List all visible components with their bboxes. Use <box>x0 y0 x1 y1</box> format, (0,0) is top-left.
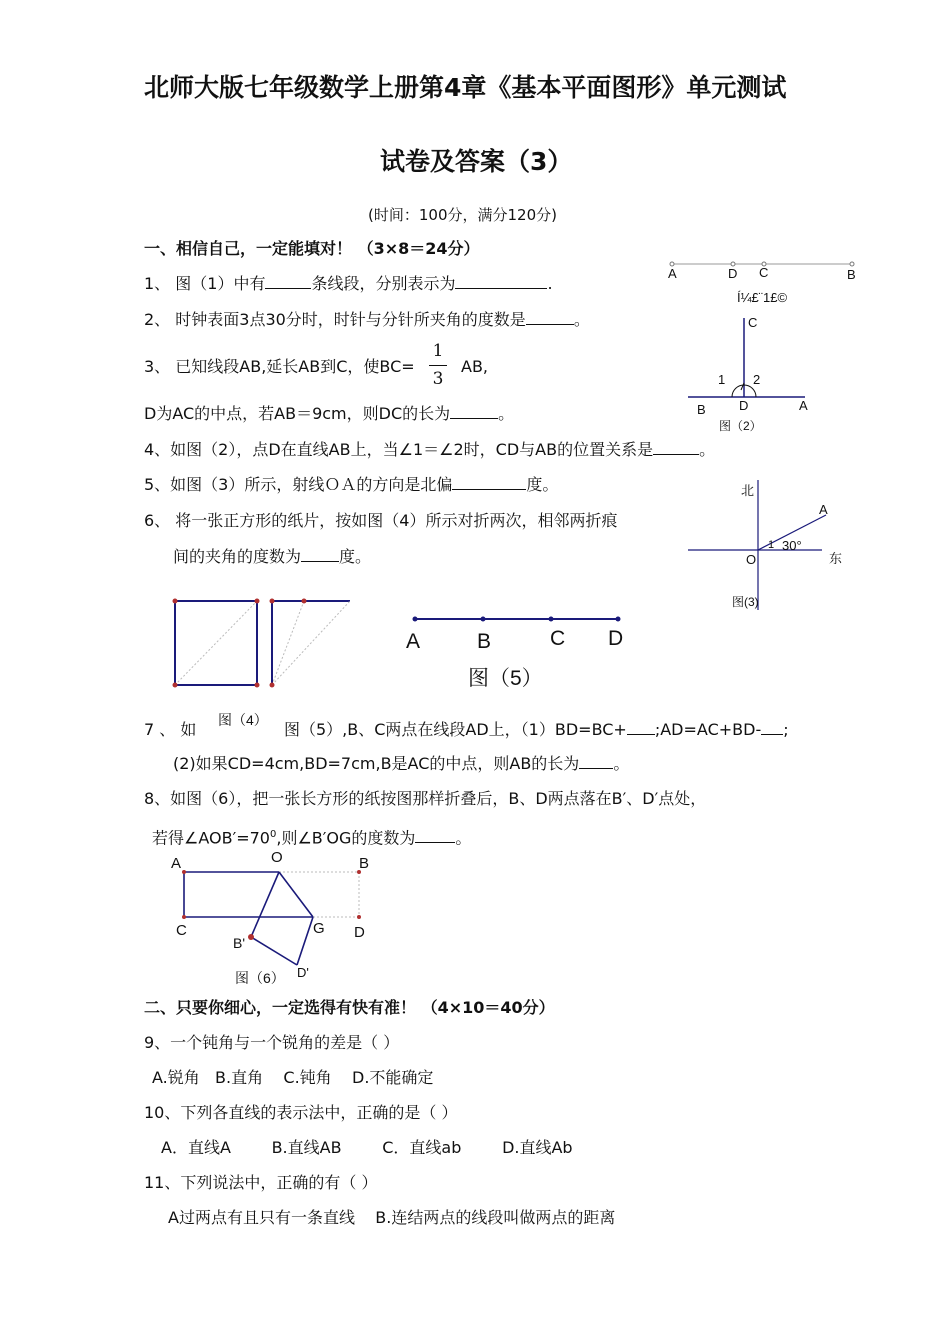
fig4-dot <box>255 683 260 688</box>
question-11-stem: 11、下列说法中，正确的有（ ） <box>144 1173 378 1192</box>
fig1-label-a: A <box>668 266 677 281</box>
fig4-crease <box>272 601 350 685</box>
fig3-angle-mark: 1 <box>768 539 775 551</box>
q7-blank-1[interactable] <box>627 720 655 735</box>
q1-blank-names[interactable] <box>455 274 547 289</box>
fig6-dot <box>182 915 186 919</box>
q3-text-b: AB, <box>461 357 489 376</box>
q5-text-b: 度。 <box>526 475 559 494</box>
fig6-label-d: D <box>354 924 365 941</box>
question-1 <box>144 274 553 294</box>
question-2 <box>144 310 590 330</box>
fig1-label-d: D <box>728 266 738 281</box>
fig3-angle-value: 30° <box>782 538 802 553</box>
fig3-label-o: O <box>746 552 757 567</box>
q7-blank-2[interactable] <box>761 720 783 735</box>
question-10-options: A．直线A B.直线AB C．直线ab D.直线Ab <box>161 1138 573 1157</box>
fig6-label-o: O <box>271 849 283 866</box>
doc-title-line1: 北师大版七年级数学上册第4章《基本平面图形》单元测试 <box>144 73 787 102</box>
q2-text-b: 。 <box>573 310 590 329</box>
q3-fraction-denominator: 3 <box>432 369 444 389</box>
question-10-stem: 10、下列各直线的表示法中，正确的是（ ） <box>144 1103 458 1122</box>
fig4-caption: 图（4） <box>218 712 268 728</box>
section1-heading: 一、相信自己，一定能填对！ （3×8＝24分） <box>144 239 480 258</box>
question-8-line1: 8、如图（6），把一张长方形的纸按图那样折叠后，B、D两点落在B′、D′点处， <box>144 789 707 808</box>
q4-blank[interactable] <box>653 440 699 455</box>
fig2-label-d: D <box>739 398 749 413</box>
question-3-line1 <box>144 357 415 377</box>
fig5-label-a: A <box>406 630 421 653</box>
fig4-dot <box>173 683 178 688</box>
fig5-label-c: C <box>550 627 566 650</box>
q4-text-a: 4、如图（2），点D在直线AB上，当∠1＝∠2时，CD与AB的位置关系是 <box>144 440 654 459</box>
fig6-caption: 图（6） <box>235 970 285 986</box>
fig6-segment-dg <box>297 917 313 965</box>
question-9-options: A.锐角 B.直角 C.钝角 D.不能确定 <box>152 1068 434 1087</box>
fig6-label-d-prime: D' <box>297 965 309 980</box>
fig4-dot <box>270 683 275 688</box>
fig1-caption: Í¼£¨1£© <box>737 290 788 305</box>
question-8-line2 <box>152 825 471 848</box>
fig3-label-east: 东 <box>829 551 843 566</box>
fig5-point-b <box>481 617 486 622</box>
q3-fraction-bar <box>429 365 447 366</box>
q7-text-e: (2)如果CD=4cm,BD=7cm,B是AC的中点，则AB的长为 <box>173 754 580 773</box>
question-3-line2 <box>144 404 514 424</box>
section2-heading: 二、只要你细心，一定选得有快有准！ （4×10＝40分） <box>144 998 555 1017</box>
fig4-diagonal-fold <box>175 601 257 685</box>
fig4-dot <box>302 599 307 604</box>
q7-text-d: ; <box>783 720 789 739</box>
fig3-label-a: A <box>819 502 828 517</box>
figure-6 <box>170 860 380 980</box>
fig1-label-b: B <box>847 267 856 282</box>
fig6-dot <box>357 915 361 919</box>
fig6-label-a: A <box>171 855 182 872</box>
q8-text-b: 若得∠AOB′=70 <box>152 828 270 848</box>
question-7-line2 <box>173 754 629 774</box>
fig5-label-d: D <box>608 627 624 650</box>
question-4 <box>144 440 715 460</box>
fig5-point-d <box>616 617 621 622</box>
q6-text-c: 度。 <box>339 547 372 566</box>
q2-text-a: 2、 时钟表面3点30分时，时针与分针所夹角的度数是 <box>144 310 526 329</box>
q7-text-b: 图（5）,B、C两点在线段AD上，（1）BD=BC+ <box>284 720 627 739</box>
fig2-label-angle1: 1 <box>718 372 726 387</box>
fig6-segment-bd <box>251 937 297 965</box>
fig2-label-a: A <box>799 398 808 413</box>
fig6-segment-ob <box>251 872 279 937</box>
q7-text-a: 7 、 如 <box>144 720 197 739</box>
q4-text-b: 。 <box>699 440 716 459</box>
figure-4 <box>170 595 360 695</box>
fig1-label-c: C <box>759 265 769 280</box>
fig5-caption: 图（5） <box>468 667 543 690</box>
q3-blank[interactable] <box>450 404 498 419</box>
question-5 <box>144 475 558 495</box>
q3-text-a: 3、 已知线段AB,延长AB到C，使BC= <box>144 357 415 376</box>
q7-blank-3[interactable] <box>579 754 613 769</box>
q1-text-c: . <box>547 274 553 293</box>
q8-text-c: ,则∠B′OG的度数为 <box>276 828 416 848</box>
q8-blank[interactable] <box>415 828 455 843</box>
q5-text-a: 5、如图（3）所示，射线ＯＡ的方向是北偏 <box>144 475 453 494</box>
question-9-stem: 9、一个钝角与一个锐角的差是（ ） <box>144 1033 400 1052</box>
q1-text-b: 条线段，分别表示为 <box>311 274 456 293</box>
fig6-dot <box>248 934 254 940</box>
question-6-line2 <box>173 547 371 567</box>
q1-text-a: 1、 图（1）中有 <box>144 274 266 293</box>
fig6-label-c: C <box>176 922 187 939</box>
fig5-point-c <box>549 617 554 622</box>
fig6-dot <box>182 870 186 874</box>
question-7-line1-rest <box>284 720 789 740</box>
q6-text-b: 间的夹角的度数为 <box>173 547 302 566</box>
fig6-label-b-prime: B' <box>233 935 246 951</box>
fig4-dot <box>270 599 275 604</box>
q6-blank[interactable] <box>301 547 339 562</box>
fig2-label-angle2: 2 <box>753 372 761 387</box>
fig4-dot <box>173 599 178 604</box>
q1-blank-count[interactable] <box>265 274 311 289</box>
q2-blank[interactable] <box>526 310 574 325</box>
q3-text-d: 。 <box>498 404 515 423</box>
q8-degree-sup: 0 <box>269 829 277 840</box>
fig2-label-b: B <box>697 402 706 417</box>
fig3-label-north: 北 <box>741 483 755 498</box>
question-11-options: A过两点有且只有一条直线 B.连结两点的线段叫做两点的距离 <box>168 1208 616 1227</box>
exam-info: (时间：100分，满分120分) <box>368 206 557 224</box>
q5-blank[interactable] <box>452 475 526 490</box>
fig2-caption: 图（2） <box>719 419 762 433</box>
fig6-fold-og <box>279 872 313 917</box>
figure-3 <box>680 475 843 615</box>
q7-text-f: 。 <box>613 754 630 773</box>
q7-text-c: ;AD=AC+BD- <box>654 720 762 739</box>
fig1-point-b <box>850 262 854 266</box>
figure-5 <box>405 610 635 630</box>
fig4-dot <box>255 599 260 604</box>
fig6-label-g: G <box>313 920 325 937</box>
q8-text-d: 。 <box>455 828 472 848</box>
fig3-caption: 图(3) <box>732 595 759 609</box>
fig5-label-b: B <box>477 630 492 653</box>
q3-fraction-numerator: 1 <box>432 341 444 361</box>
q3-text-c: D为AC的中点，若AB＝9cm，则DC的长为 <box>144 404 451 423</box>
fig5-point-a <box>413 617 418 622</box>
fig2-label-c: C <box>748 315 758 330</box>
fig4-crease <box>272 601 304 685</box>
question-7-line1 <box>144 720 196 740</box>
fig6-label-b: B <box>359 855 370 872</box>
question-6-line1: 6、 将一张正方形的纸片，按如图（4）所示对折两次，相邻两折痕 <box>144 511 618 530</box>
doc-title-line2: 试卷及答案（3） <box>380 147 573 176</box>
